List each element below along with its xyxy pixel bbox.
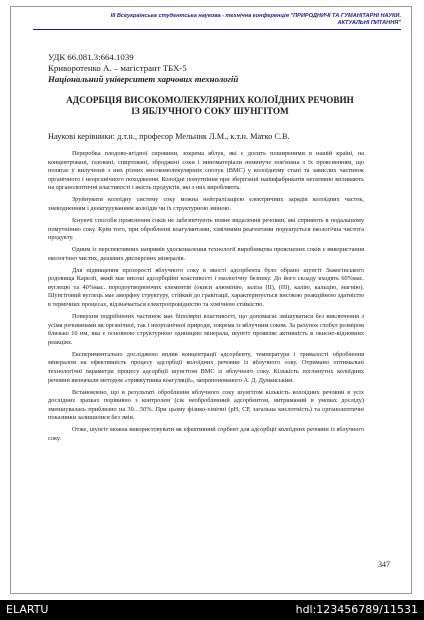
paragraph: Переробка плодово-ягідної сировини, зокрема яблук, які є досить поширеними в нашій країні, на концентровані, газовані, спиртовані, зброджені соки і виноматеріали неминуче пов'язана з їх проясненням, що полягає у вилученні з них різних високомолекулярних сполук (ВМС) у колоїдному стані та завислих частинок органічного і неорганічного походження. Колоїдні помутніння при зберіганні напівфабрикатів негативно впливають на органолептичні властивості і якість продуктів, які з них виробляють. xyxy=(48,150,364,192)
title-line-1: АДСОРБЦІЯ ВИСОКОМОЛЕКУЛЯРНИХ КОЛОЇДНИХ РЕЧОВИН xyxy=(66,95,354,105)
author-line: Криворотенко А. – магістрант ТБХ-5 xyxy=(48,63,187,74)
supervisors-line: Наукові керівники: д.т.н., професор Мельник Л.М., к.т.н. Матко С.В. xyxy=(48,132,290,141)
udc-code: УДК 66.081.3:664.1039 xyxy=(48,52,134,62)
article-body xyxy=(48,150,364,447)
conference-header-line2: АКТУАЛЬНІ ПИТАННЯ" xyxy=(337,20,401,26)
paragraph: Експериментально досліджено вплив концентрації адсорбенту, температури і тривалості оброблення мінералом на ефективність процесу адсорбції колоїдних речовин із яблучного соку. Отримано оптимальні технологічні параметри процесу адсорбції шунгітом ВМС із яблучного соку. Кількість поглинутих колоїдних речовин визначали методом «тривкутника коагуляції», запропонованого А. Д. Думанським. xyxy=(48,350,364,384)
paragraph: Зруйнувати колоїдну систему соку можна нейтралізацією електричних зарядів колоїдних часток, зневодненням і денатуруванням колоїдів чи їх структурною зміною. xyxy=(48,196,364,212)
organization: Національний університет харчових технологій xyxy=(48,74,239,85)
title-line-2: ІЗ ЯБЛУЧНОГО СОКУ ШУНГІТОМ xyxy=(131,106,289,116)
article-title xyxy=(40,95,380,117)
paragraph: Отже, шунгіт можна використовувати як ефективний сорбент для адсорбції колоїдних речовин із яблучного соку. xyxy=(48,426,364,442)
handle-identifier[interactable]: hdl:123456789/11531 xyxy=(295,603,418,616)
page-number: 347 xyxy=(378,560,390,569)
paragraph: Існуючі способи прояснення соків не забезпечують повне видалення речовин, які сприяють в подальшому помутнінню соку. Крім того, при обробленні коагулянтами, хімічними реагентами порушується екологічна чистота продукту. xyxy=(48,216,364,242)
repository-name: ELARTU xyxy=(6,603,49,616)
paragraph: Для підвищення прозорості яблучного соку в якості адсорбента було обрано шунгіт Зажогінського родовища Карелії, який має високі адсорбційні властивості і екологічну безпеку. До його складу входять 60%мас. вуглецю та 40%мас. породоутворюючих елементів (окиси алюмінію, заліза (II), (III), калію, кальцію, магнію). Шунгітовий вуглець має аморфну структуру, стійкий до гравітації, характеризується високою реакційною здатністю в термічних процесах, відзначається електропровідністю та хімічною стійкістю. xyxy=(48,266,364,309)
paragraph: Встановлено, що в результаті оброблення яблучного соку шунгітом кількість колоїдних речовин в усіх дослідних зразках порівняно з контролем (сік необробленний адсорбентом, витриманий в умовах досліду) зменшувалась приблизно на 30…50%. При цьому фізико-хімічні (рН, СР, загальна кислотність) та органолептичні показники залишилися без змін. xyxy=(48,388,364,422)
paragraph: Одним із перспективних напрямів удосконалення технології виробництва прояснених соків є використання екологічно чистих, дешевих дисперсних мінералів. xyxy=(48,246,364,262)
article-meta xyxy=(48,52,378,86)
conference-header xyxy=(33,13,401,30)
conference-header-line1: III Всеукраїнська студентська наукова - технічна конференція "ПРИРОДНИЧІ ТА ГУМАНІТАРНІ НАУКИ. xyxy=(110,13,401,19)
paragraph: Поверхня подрібнених частинок має біполярні властивості, що допомагає змішуватися без виключення з усіма речовинами як органічної, так і неорганічної природи, зокрема із яблучним соком. За рахунок глобул розміром близько 10 нм, яка є основною структурною одиницею мінерала, шунгіт проявляє активність в окисно-відновних реакціях. xyxy=(48,313,364,346)
repository-footer xyxy=(0,600,424,620)
